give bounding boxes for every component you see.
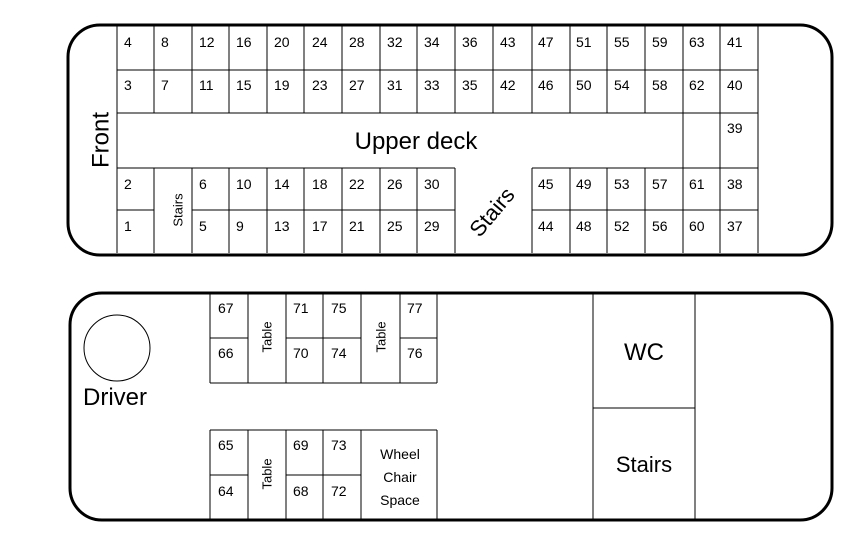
seat-number: 54	[614, 77, 630, 93]
seat-number: 30	[424, 176, 440, 192]
seat-number: 43	[500, 34, 516, 50]
seat-number: 11	[199, 77, 214, 93]
seat-number: 69	[293, 437, 309, 453]
seat-number: 9	[236, 218, 244, 234]
seat-number: 60	[689, 218, 705, 234]
seat-number: 59	[652, 34, 668, 50]
seat-number: 12	[199, 34, 215, 50]
seat-number: 49	[576, 176, 592, 192]
wheelchair-space-line-2: Chair	[383, 469, 417, 485]
seat-number: 5	[199, 218, 207, 234]
seat-number: 46	[538, 77, 554, 93]
wheelchair-space-line-1: Wheel	[380, 446, 420, 462]
seat-number: 25	[387, 218, 403, 234]
seat-number: 6	[199, 176, 207, 192]
seat-number: 3	[124, 77, 132, 93]
seat-number: 38	[727, 176, 743, 192]
seat-number: 71	[293, 300, 309, 316]
seat-number: 70	[293, 345, 309, 361]
seat-number: 39	[727, 120, 743, 136]
lower-deck	[70, 293, 832, 520]
front-label: Front	[87, 111, 115, 169]
seat-number: 2	[124, 176, 132, 192]
seat-number: 58	[652, 77, 668, 93]
seat-number: 65	[218, 437, 234, 453]
table-label-2: Table	[373, 321, 389, 353]
seat-number: 76	[407, 345, 423, 361]
seat-number: 68	[293, 483, 309, 499]
wc-label: WC	[624, 339, 664, 366]
seat-number: 51	[576, 34, 592, 50]
seat-number: 63	[689, 34, 705, 50]
table-label-3: Table	[259, 458, 275, 490]
stairs-label-small: Stairs	[170, 193, 186, 227]
steering-wheel-icon	[84, 315, 150, 381]
seat-number: 17	[312, 218, 328, 234]
seat-number: 36	[462, 34, 478, 50]
seat-number: 32	[387, 34, 403, 50]
seat-number: 8	[161, 34, 169, 50]
lower-deck-grid	[210, 293, 695, 520]
upper-deck-label: Upper deck	[354, 128, 478, 155]
lower-deck-outline	[70, 293, 832, 520]
seat-number: 64	[218, 483, 234, 499]
wheelchair-space-line-3: Space	[380, 492, 420, 508]
seat-number: 37	[727, 218, 743, 234]
seat-number: 77	[407, 300, 423, 316]
seat-number: 73	[331, 437, 347, 453]
seat-number: 75	[331, 300, 347, 316]
seat-number: 21	[349, 218, 365, 234]
seat-number: 26	[387, 176, 403, 192]
driver-label: Driver	[83, 384, 147, 411]
seat-number: 66	[218, 345, 234, 361]
seat-number: 10	[236, 176, 252, 192]
seat-number: 22	[349, 176, 365, 192]
seat-number: 14	[274, 176, 290, 192]
seat-number: 15	[236, 77, 252, 93]
seat-number: 72	[331, 483, 347, 499]
stairs-label-large: Stairs	[464, 182, 520, 242]
seat-number: 35	[462, 77, 478, 93]
seat-number: 45	[538, 176, 554, 192]
seat-number: 33	[424, 77, 440, 93]
seat-number: 18	[312, 176, 328, 192]
seat-number: 7	[161, 77, 169, 93]
seat-number: 57	[652, 176, 668, 192]
seat-number: 56	[652, 218, 668, 234]
seat-number: 42	[500, 77, 516, 93]
seat-number: 20	[274, 34, 290, 50]
table-label-1: Table	[259, 321, 275, 353]
seat-number: 16	[236, 34, 252, 50]
seat-number: 53	[614, 176, 630, 192]
seat-number: 40	[727, 77, 743, 93]
lower-stairs-label: Stairs	[615, 452, 673, 477]
seat-number: 1	[124, 218, 132, 234]
upper-deck	[68, 25, 832, 255]
seat-number: 31	[387, 77, 403, 93]
seat-number: 67	[218, 300, 234, 316]
seat-number: 28	[349, 34, 365, 50]
seat-number: 19	[274, 77, 290, 93]
seat-number: 47	[538, 34, 554, 50]
seat-number: 27	[349, 77, 365, 93]
seat-number: 44	[538, 218, 554, 234]
seat-number: 23	[312, 77, 328, 93]
seat-number: 29	[424, 218, 440, 234]
seat-number: 4	[124, 34, 132, 50]
seat-number: 61	[689, 176, 705, 192]
seat-number: 48	[576, 218, 592, 234]
seat-number: 41	[727, 34, 743, 50]
seat-number: 34	[424, 34, 440, 50]
seat-number: 74	[331, 345, 347, 361]
seat-number: 52	[614, 218, 630, 234]
seat-number: 13	[274, 218, 290, 234]
seat-number: 50	[576, 77, 592, 93]
seat-number: 62	[689, 77, 705, 93]
seat-number: 24	[312, 34, 328, 50]
seat-number: 55	[614, 34, 630, 50]
